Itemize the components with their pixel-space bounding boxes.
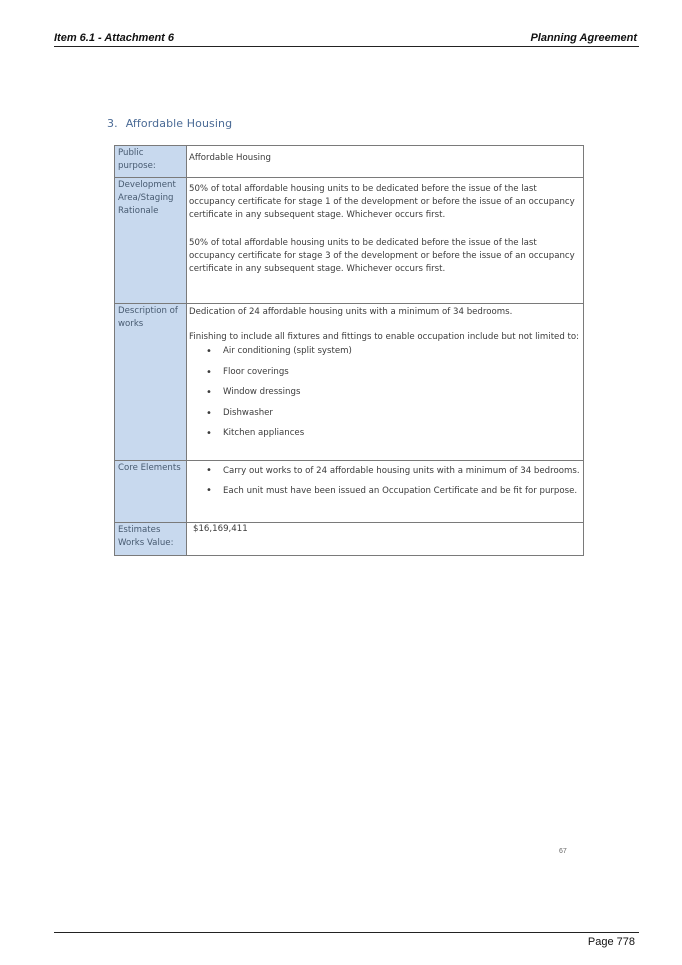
development-area-label: Development Area/Staging Rationale <box>115 178 187 304</box>
list-item-text: Carry out works to of 24 affordable housing units with a minimum of 34 bedrooms. <box>223 466 580 476</box>
page-header <box>54 32 639 47</box>
bullet-icon: • <box>206 387 212 398</box>
footer-page-number: Page 778 <box>587 936 635 948</box>
bullet-icon: • <box>206 485 212 496</box>
section-heading <box>107 117 232 130</box>
estimates-label: Estimates Works Value: <box>115 523 187 556</box>
list-item <box>189 461 581 481</box>
list-item <box>189 366 581 387</box>
description-label: Description of works <box>115 304 187 461</box>
public-purpose-value: Affordable Housing <box>189 153 271 163</box>
section-number: 3. <box>107 117 118 130</box>
affordable-housing-table <box>114 145 584 556</box>
public-purpose-cell <box>187 146 584 178</box>
list-item-text: Each unit must have been issued an Occupation Certificate and be fit for purpose. <box>223 486 578 496</box>
list-item <box>189 427 581 448</box>
bullet-icon: • <box>206 366 212 378</box>
list-item <box>189 345 581 366</box>
core-elements-label: Core Elements <box>115 461 187 523</box>
bullet-icon: • <box>206 346 212 357</box>
page-footer <box>54 932 639 948</box>
staging-paragraph-stage-1: 50% of total affordable housing units to be dedicated before the issue of the last occupancy certificate for stage 1 of the development or before the issue of an occupancy certificate in any subsequent stage. Whichever occurs first. <box>189 184 575 220</box>
list-item-text: Air conditioning (split system) <box>223 346 352 356</box>
bullet-icon: • <box>206 428 212 439</box>
core-elements-cell <box>187 461 584 523</box>
description-cell <box>187 304 584 461</box>
description-intro: Dedication of 24 affordable housing units with a minimum of 34 bedrooms. <box>189 307 513 317</box>
row-development-area <box>115 178 584 304</box>
row-core-elements <box>115 461 584 523</box>
staging-paragraph-stage-3: 50% of total affordable housing units to be dedicated before the issue of the last occupancy certificate for stage 3 of the development or before the issue of an occupancy certificate in any subsequent stage. Whichever occurs first. <box>189 238 575 274</box>
bullet-icon: • <box>206 407 212 419</box>
core-elements-list <box>189 461 581 501</box>
fixtures-list <box>189 345 581 448</box>
row-public-purpose <box>115 146 584 178</box>
development-area-cell <box>187 178 584 304</box>
description-finishing: Finishing to include all fixtures and fittings to enable occupation include but not limited to: <box>189 332 580 342</box>
estimates-value: $16,169,411 <box>193 524 248 534</box>
list-item <box>189 481 581 501</box>
header-document-title: Planning Agreement <box>530 32 637 44</box>
public-purpose-label: Public purpose: <box>115 146 187 178</box>
list-item <box>189 407 581 428</box>
row-description-of-works <box>115 304 584 461</box>
bullet-icon: • <box>206 465 212 476</box>
list-item <box>189 386 581 407</box>
document-page-number: 67 <box>559 848 567 855</box>
header-item-label: Item 6.1 - Attachment 6 <box>54 32 175 44</box>
row-estimates <box>115 523 584 556</box>
list-item-text: Kitchen appliances <box>223 428 305 438</box>
section-title: Affordable Housing <box>125 117 233 130</box>
list-item-text: Floor coverings <box>223 366 289 377</box>
estimates-cell <box>187 523 584 556</box>
list-item-text: Dishwasher <box>223 407 273 418</box>
list-item-text: Window dressings <box>223 387 301 397</box>
